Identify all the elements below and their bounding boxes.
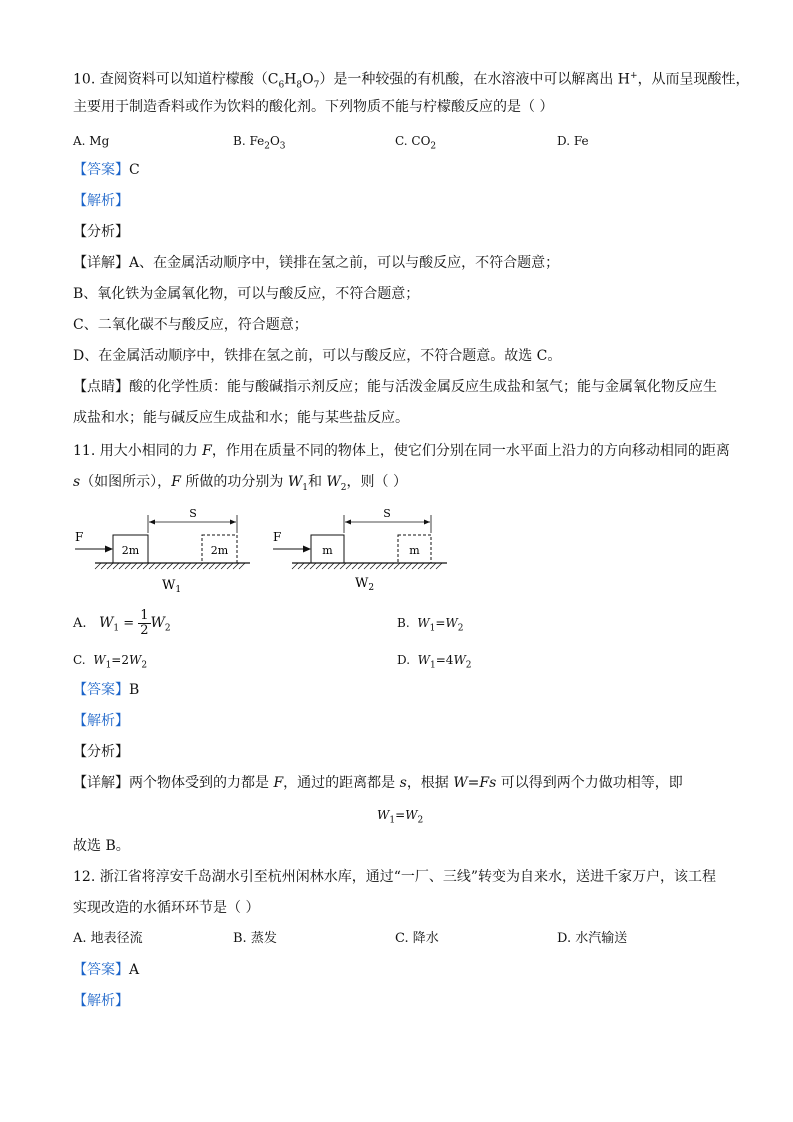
ground-hatch-2 bbox=[292, 563, 442, 569]
q10-stem-line2: 主要用于制造香料或作为饮料的酸化剂。下列物质不能与柠檬酸反应的是（ ） bbox=[73, 99, 554, 115]
q10-detail-line4: D、在金属活动顺序中，铁排在氢之前，可以与酸反应，不符合题意。故选 C。 bbox=[73, 348, 562, 364]
caption-w2: $W_2$ bbox=[355, 576, 375, 593]
block-2m-end-label: 2m bbox=[210, 544, 229, 557]
hatch-stroke bbox=[334, 563, 340, 569]
hatch-stroke bbox=[131, 563, 137, 569]
hatch-stroke bbox=[292, 563, 298, 569]
hatch-stroke bbox=[430, 563, 436, 569]
q12-option-b: B. 蒸发 bbox=[233, 931, 277, 946]
hatch-stroke bbox=[352, 563, 358, 569]
hatch-stroke bbox=[113, 563, 119, 569]
q11-option-a: A. $W_1$ = $\frac{1}{2}$ $W_2$ bbox=[73, 608, 171, 638]
q12-answer: 【答案】A bbox=[73, 962, 140, 978]
q12-option-d: D. 水汽输送 bbox=[557, 931, 628, 946]
hatch-stroke bbox=[203, 563, 209, 569]
q10-detail-line3: C、二氧化碳不与酸反应，符合题意； bbox=[73, 317, 308, 333]
q11-option-d: D. $W_1=4W_2$ bbox=[397, 653, 472, 671]
hatch-stroke bbox=[143, 563, 149, 569]
hatch-stroke bbox=[107, 563, 113, 569]
hatch-stroke bbox=[424, 563, 430, 569]
hatch-stroke bbox=[346, 563, 352, 569]
q12-stem-line2: 实现改造的水循环环节是（ ） bbox=[73, 900, 260, 916]
distance-arrow-2b bbox=[424, 520, 430, 525]
hatch-stroke bbox=[95, 563, 101, 569]
hatch-stroke bbox=[221, 563, 227, 569]
q11-center-equation: $W_1=W_2$ bbox=[377, 808, 424, 826]
hatch-stroke bbox=[149, 563, 155, 569]
figure-w2 bbox=[273, 507, 447, 593]
hatch-stroke bbox=[310, 563, 316, 569]
q10-dianjing-line2: 成盐和水；能与碱反应生成盐和水；能与某些盐反应。 bbox=[73, 410, 409, 426]
hatch-stroke bbox=[167, 563, 173, 569]
hatch-stroke bbox=[370, 563, 376, 569]
hatch-stroke bbox=[179, 563, 185, 569]
hatch-stroke bbox=[376, 563, 382, 569]
q11-stem-line2: s（如图所示），F 所做的功分别为 $W_1$和 $W_2$，则（ ） bbox=[73, 474, 407, 493]
block-m-end-label: m bbox=[409, 544, 420, 557]
hatch-stroke bbox=[209, 563, 215, 569]
q11-option-b: B. $W_1=W_2$ bbox=[397, 616, 464, 634]
q11-answer: 【答案】B bbox=[73, 682, 140, 698]
hatch-stroke bbox=[155, 563, 161, 569]
hatch-stroke bbox=[137, 563, 143, 569]
hatch-stroke bbox=[239, 563, 245, 569]
q10-option-d: D. Fe bbox=[557, 134, 589, 148]
q10-jiexi-label: 【解析】 bbox=[73, 193, 129, 209]
q10-option-a: A. Mg bbox=[73, 134, 110, 148]
distance-label-2: S bbox=[383, 507, 391, 520]
hatch-stroke bbox=[227, 563, 233, 569]
q12-option-c: C. 降水 bbox=[395, 931, 439, 946]
distance-arrow-1a bbox=[149, 520, 155, 525]
q10-detail-line2: B、氧化铁为金属氧化物，可以与酸反应，不符合题意； bbox=[73, 286, 420, 302]
hatch-stroke bbox=[185, 563, 191, 569]
q11-jiexi-label: 【解析】 bbox=[73, 713, 129, 729]
q11-detail-line: 【详解】两个物体受到的力都是 F，通过的距离都是 s，根据 W=Fs 可以得到两个力做功相等，即 bbox=[73, 775, 683, 791]
force-arrowhead-2 bbox=[303, 546, 311, 553]
q11-conclusion: 故选 B。 bbox=[73, 838, 130, 854]
q12-option-a: A. 地表径流 bbox=[73, 931, 143, 946]
hatch-stroke bbox=[382, 563, 388, 569]
hatch-stroke bbox=[340, 563, 346, 569]
force-label-1: F bbox=[75, 530, 84, 544]
fraction-one-half: $\frac{1}{2}$ bbox=[140, 608, 149, 638]
block-2m-start-label: 2m bbox=[121, 544, 140, 557]
ground-hatch-1 bbox=[95, 563, 245, 569]
hatch-stroke bbox=[298, 563, 304, 569]
hatch-stroke bbox=[388, 563, 394, 569]
q11-option-c: C. $W_1=2W_2$ bbox=[73, 653, 148, 671]
hatch-stroke bbox=[412, 563, 418, 569]
hatch-stroke bbox=[436, 563, 442, 569]
distance-label-1: S bbox=[189, 507, 197, 520]
distance-arrow-2a bbox=[345, 520, 351, 525]
hatch-stroke bbox=[125, 563, 131, 569]
distance-arrow-1b bbox=[230, 520, 236, 525]
hatch-stroke bbox=[215, 563, 221, 569]
hatch-stroke bbox=[304, 563, 310, 569]
hatch-stroke bbox=[316, 563, 322, 569]
hatch-stroke bbox=[418, 563, 424, 569]
figure-w1 bbox=[75, 507, 250, 595]
hatch-stroke bbox=[394, 563, 400, 569]
hatch-stroke bbox=[358, 563, 364, 569]
hatch-stroke bbox=[328, 563, 334, 569]
block-m-start-label: m bbox=[322, 544, 333, 557]
hatch-stroke bbox=[119, 563, 125, 569]
hatch-stroke bbox=[161, 563, 167, 569]
q10-option-c: C. $CO_2$ bbox=[395, 134, 437, 152]
q10-detail-line1: 【详解】A、在金属活动顺序中，镁排在氢之前，可以与酸反应，不符合题意； bbox=[73, 255, 560, 271]
force-arrowhead-1 bbox=[105, 546, 113, 553]
force-label-2: F bbox=[273, 530, 282, 544]
q10-stem-line1: 10. 查阅资料可以知道柠檬酸$(C_6H_8O_7)$是一种较强的有机酸，在水溶液中可以解离出 H+，从而呈现酸性， bbox=[73, 71, 750, 91]
hatch-stroke bbox=[406, 563, 412, 569]
hatch-stroke bbox=[364, 563, 370, 569]
hatch-stroke bbox=[191, 563, 197, 569]
q12-jiexi-label: 【解析】 bbox=[73, 993, 129, 1009]
caption-w1: $W_1$ bbox=[162, 578, 182, 595]
q11-fenxi-label: 【分析】 bbox=[73, 744, 129, 760]
hatch-stroke bbox=[101, 563, 107, 569]
q10-option-b: B. $Fe_2O_3$ bbox=[233, 134, 286, 152]
q10-fenxi-label: 【分析】 bbox=[73, 224, 129, 240]
q11-stem-line1: 11. 用大小相同的力 F，作用在质量不同的物体上，使它们分别在同一水平面上沿力的方向移动相同的距离 bbox=[73, 443, 730, 459]
q11-figure bbox=[70, 505, 460, 600]
hatch-stroke bbox=[173, 563, 179, 569]
q10-answer: 【答案】C bbox=[73, 162, 140, 178]
hatch-stroke bbox=[197, 563, 203, 569]
q10-dianjing-line1: 【点睛】酸的化学性质：能与酸碱指示剂反应；能与活泼金属反应生成盐和氢气；能与金属氧化物反应生 bbox=[73, 379, 717, 395]
hatch-stroke bbox=[400, 563, 406, 569]
q12-stem-line1: 12. 浙江省将淳安千岛湖水引至杭州闲林水库，通过“一厂、三线”转变为自来水，送进千家万户，该工程 bbox=[73, 869, 717, 885]
hatch-stroke bbox=[322, 563, 328, 569]
hatch-stroke bbox=[233, 563, 239, 569]
